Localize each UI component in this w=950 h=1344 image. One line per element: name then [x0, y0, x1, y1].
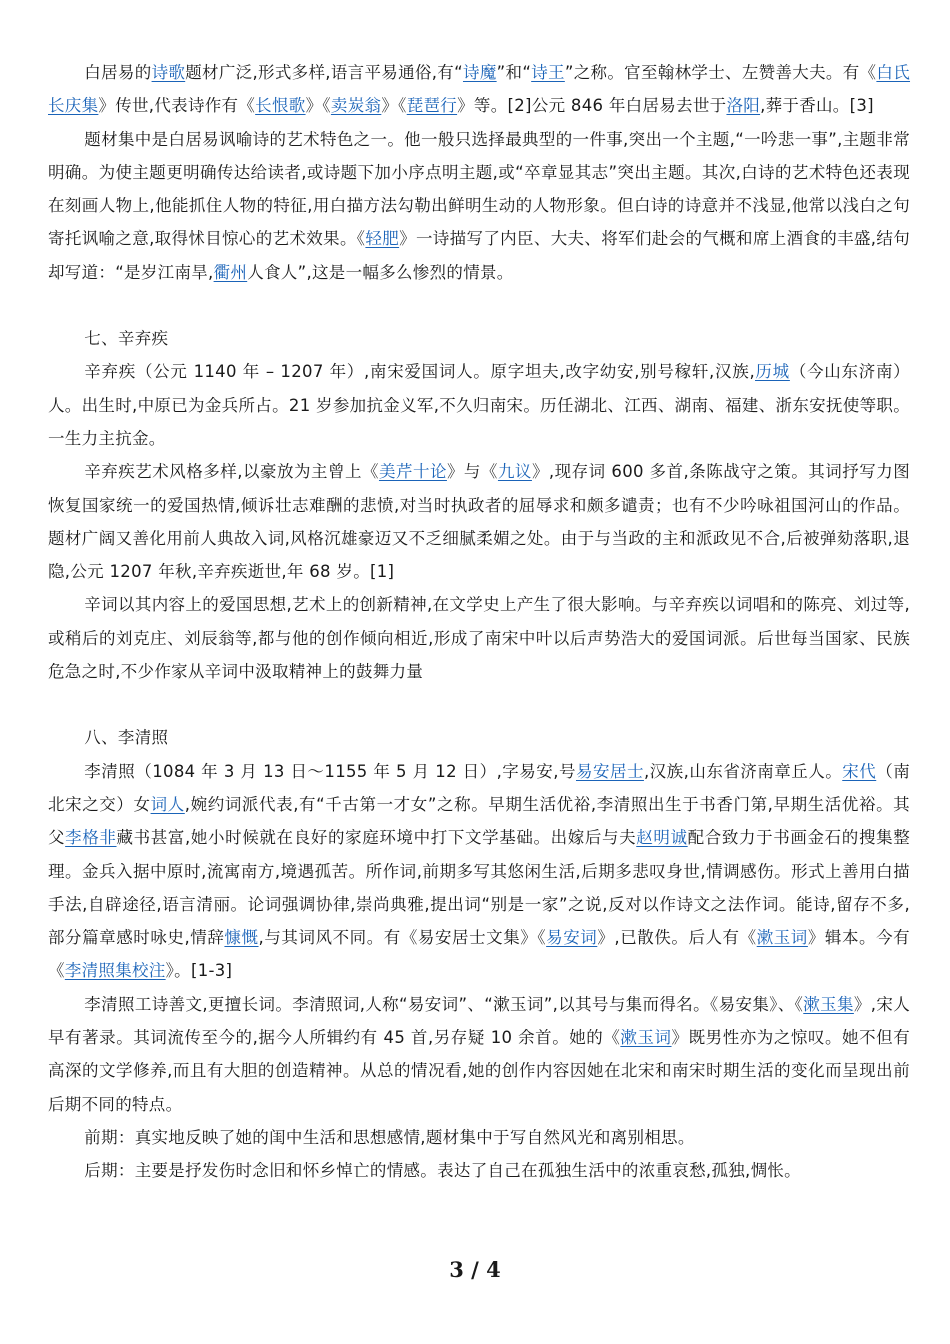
- paragraph: [48, 1121, 910, 1154]
- paragraph-text: 》《: [381, 96, 407, 116]
- paragraph-text: 》一诗描写了内臣、大夫、将军们赴会的气概和席上酒食的丰盛,结句却写道：“是岁江南旱,: [48, 229, 911, 282]
- term-link[interactable]: 长恨歌: [255, 96, 306, 116]
- paragraph-text: 七、辛弃疾: [84, 329, 169, 349]
- term-link[interactable]: 白氏长庆集: [48, 63, 911, 116]
- term-link[interactable]: 赵明诚: [636, 828, 688, 848]
- paragraph-text: 》,现存词 600 多首,条陈战守之策。其词抒写力图恢复国家统一的爱国热情,倾诉壮志难酬的悲愤,对当时执政者的屈辱求和颇多谴责；也有不少吟咏祖国河山的作品。题材广阔又善化用前人典故入词,风格沉雄豪迈又不乏细腻柔媚之处。由于与当政的主和派政见不合,后被弹劾落职,退隐,公元 1207 年秋,辛弃疾逝世,年 68 岁。[1]: [48, 462, 910, 582]
- paragraph-text: （南北宋之交）女: [48, 761, 911, 814]
- paragraph-text: 题材广泛,形式多样,语言平易通俗,有“: [185, 63, 463, 82]
- paragraph-text: 》《: [305, 96, 331, 116]
- paragraph-text: 藏书甚富,她小时候就在良好的家庭环境中打下文学基础。出嫁后与夫: [116, 828, 637, 848]
- section-heading: [48, 322, 910, 355]
- term-link[interactable]: 诗歌: [151, 63, 186, 82]
- term-link[interactable]: 历城: [755, 362, 790, 382]
- paragraph-text: 题材集中是白居易讽喻诗的艺术特色之一。他一般只选择最典型的一件事,突出一个主题,“一吟悲一事”,主题非常明确。为使主题更明确传达给读者,或诗题下加小序点明主题,或“卒章显其志”突出主题。其次,白诗的艺术特色还表现在刻画人物上,他能抓住人物的特征,用白描方法勾勒出鲜明生动的人物形象。但白诗的诗意并不浅显,他常以浅白之句寄托讽喻之意,取得怵目惊心的艺术效果。《: [48, 129, 910, 249]
- term-link[interactable]: 轻肥: [365, 229, 400, 249]
- paragraph-text: ,葬于香山。[3]: [760, 96, 874, 116]
- paragraph-text: 》传世,代表诗作有《: [98, 96, 256, 116]
- term-link[interactable]: 李格非: [65, 828, 117, 848]
- paragraph: [48, 1154, 910, 1187]
- paragraph: [48, 755, 910, 988]
- term-link[interactable]: 易安居士: [575, 761, 644, 781]
- paragraph-text: 李清照（1084 年 3 月 13 日～1155 年 5 月 12 日）,字易安,号: [84, 761, 576, 781]
- paragraph-text: 辛词以其内容上的爱国思想,艺术上的创新精神,在文学史上产生了很大影响。与辛弃疾以词唱和的陈亮、刘过等,或稍后的刘克庄、刘辰翁等,都与他的创作倾向相近,形成了南宋中叶以后声势浩大的爱国词派。后世每当国家、民族危急之时,不少作家从辛词中汲取精神上的鼓舞力量: [48, 595, 910, 682]
- paragraph-text: 》,宋人早有著录。其词流传至今的,据今人所辑约有 45 首,另存疑 10 余首。她的《: [48, 994, 911, 1048]
- paragraph-text: ,汉族,山东省济南章丘人。: [643, 761, 843, 781]
- term-link[interactable]: 词人: [150, 794, 185, 814]
- term-link[interactable]: 易安词: [546, 928, 598, 948]
- term-link[interactable]: 美芹十论: [378, 462, 447, 482]
- term-link[interactable]: 漱玉集: [803, 994, 854, 1014]
- paragraph-text: 》与《: [446, 462, 498, 482]
- paragraph-text: 》辑本。今有《: [48, 928, 910, 981]
- paragraph-text: 后期：主要是抒发伤时念旧和怀乡悼亡的情感。表达了自己在孤独生活中的浓重哀愁,孤独,惆怅。: [84, 1161, 801, 1181]
- paragraph-text: 》。[1-3]: [165, 961, 233, 981]
- paragraph-text: 人食人”,这是一幅多么惨烈的情景。: [247, 262, 514, 282]
- term-link[interactable]: 洛阳: [726, 96, 761, 116]
- term-link[interactable]: 慷慨: [224, 928, 259, 948]
- term-link[interactable]: 漱玉词: [756, 928, 808, 948]
- document-body: [48, 56, 910, 1188]
- paragraph-text: ”之称。官至翰林学士、左赞善大夫。有《: [564, 63, 877, 82]
- paragraph-text: ”和“: [496, 63, 532, 82]
- paragraph-text: 前期：真实地反映了她的闺中生活和思想感情,题材集中于写自然风光和离别相思。: [84, 1127, 695, 1147]
- page-number: 3 / 4: [449, 1257, 501, 1282]
- term-link[interactable]: 宋代: [842, 761, 877, 781]
- paragraph-text: 白居易的: [84, 63, 152, 82]
- term-link[interactable]: 李清照集校注: [64, 961, 166, 981]
- paragraph: [48, 588, 910, 688]
- term-link[interactable]: 诗魔: [462, 63, 497, 82]
- paragraph-text: 辛弃疾艺术风格多样,以豪放为主曾上《: [84, 462, 379, 482]
- paragraph: [48, 56, 910, 123]
- term-link[interactable]: 琵琶行: [406, 96, 458, 116]
- term-link[interactable]: 漱玉词: [620, 1028, 672, 1048]
- term-link[interactable]: 诗王: [531, 63, 565, 82]
- paragraph-text: 八、李清照: [84, 728, 169, 748]
- term-link[interactable]: 卖炭翁: [330, 96, 382, 116]
- paragraph-text: 辛弃疾（公元 1140 年 – 1207 年）,南宋爱国词人。原字坦夫,改字幼安,别号稼轩,汉族,: [84, 362, 756, 382]
- paragraph-text: （今山东济南）人。出生时,中原已为金兵所占。21 岁参加抗金义军,不久归南宋。历任湖北、江西、湖南、福建、浙东安抚使等职。一生力主抗金。: [48, 362, 910, 448]
- term-link[interactable]: 九议: [497, 462, 532, 482]
- term-link[interactable]: 衢州: [213, 262, 248, 282]
- paragraph: [48, 123, 910, 289]
- paragraph: [48, 988, 910, 1121]
- paragraph-text: 》既男性亦为之惊叹。她不但有高深的文学修养,而且有大胆的创造精神。从总的情况看,她的创作内容因她在北宋和南宋时期生活的变化而呈现出前后期不同的特点。: [48, 1028, 910, 1114]
- paragraph-text: 》等。[2]公元 846 年白居易去世于: [457, 96, 727, 116]
- paragraph-text: ,婉约词派代表,有“千古第一才女”之称。早期生活优裕,李清照出生于书香门第,早期生活优裕。其父: [48, 794, 910, 848]
- paragraph-text: 李清照工诗善文,更擅长词。李清照词,人称“易安词”、“漱玉词”,以其号与集而得名。《易安集》、《: [84, 994, 804, 1014]
- paragraph-text: 配合致力于书画金石的搜集整理。金兵入据中原时,流寓南方,境遇孤苦。所作词,前期多写其悠闲生活,后期多悲叹身世,情调感伤。形式上善用白描手法,自辟途径,语言清丽。论词强调协律,崇尚典雅,提出词“别是一家”之说,反对以作诗文之法作词。能诗,留存不多,部分篇章感时咏史,情辞: [48, 828, 910, 948]
- paragraph: [48, 355, 910, 455]
- section-heading: [48, 721, 910, 754]
- paragraph: [48, 455, 910, 588]
- paragraph-text: 》,已散佚。后人有《: [597, 928, 757, 948]
- paragraph-text: ,与其词风不同。有《易安居士文集》《: [258, 928, 547, 948]
